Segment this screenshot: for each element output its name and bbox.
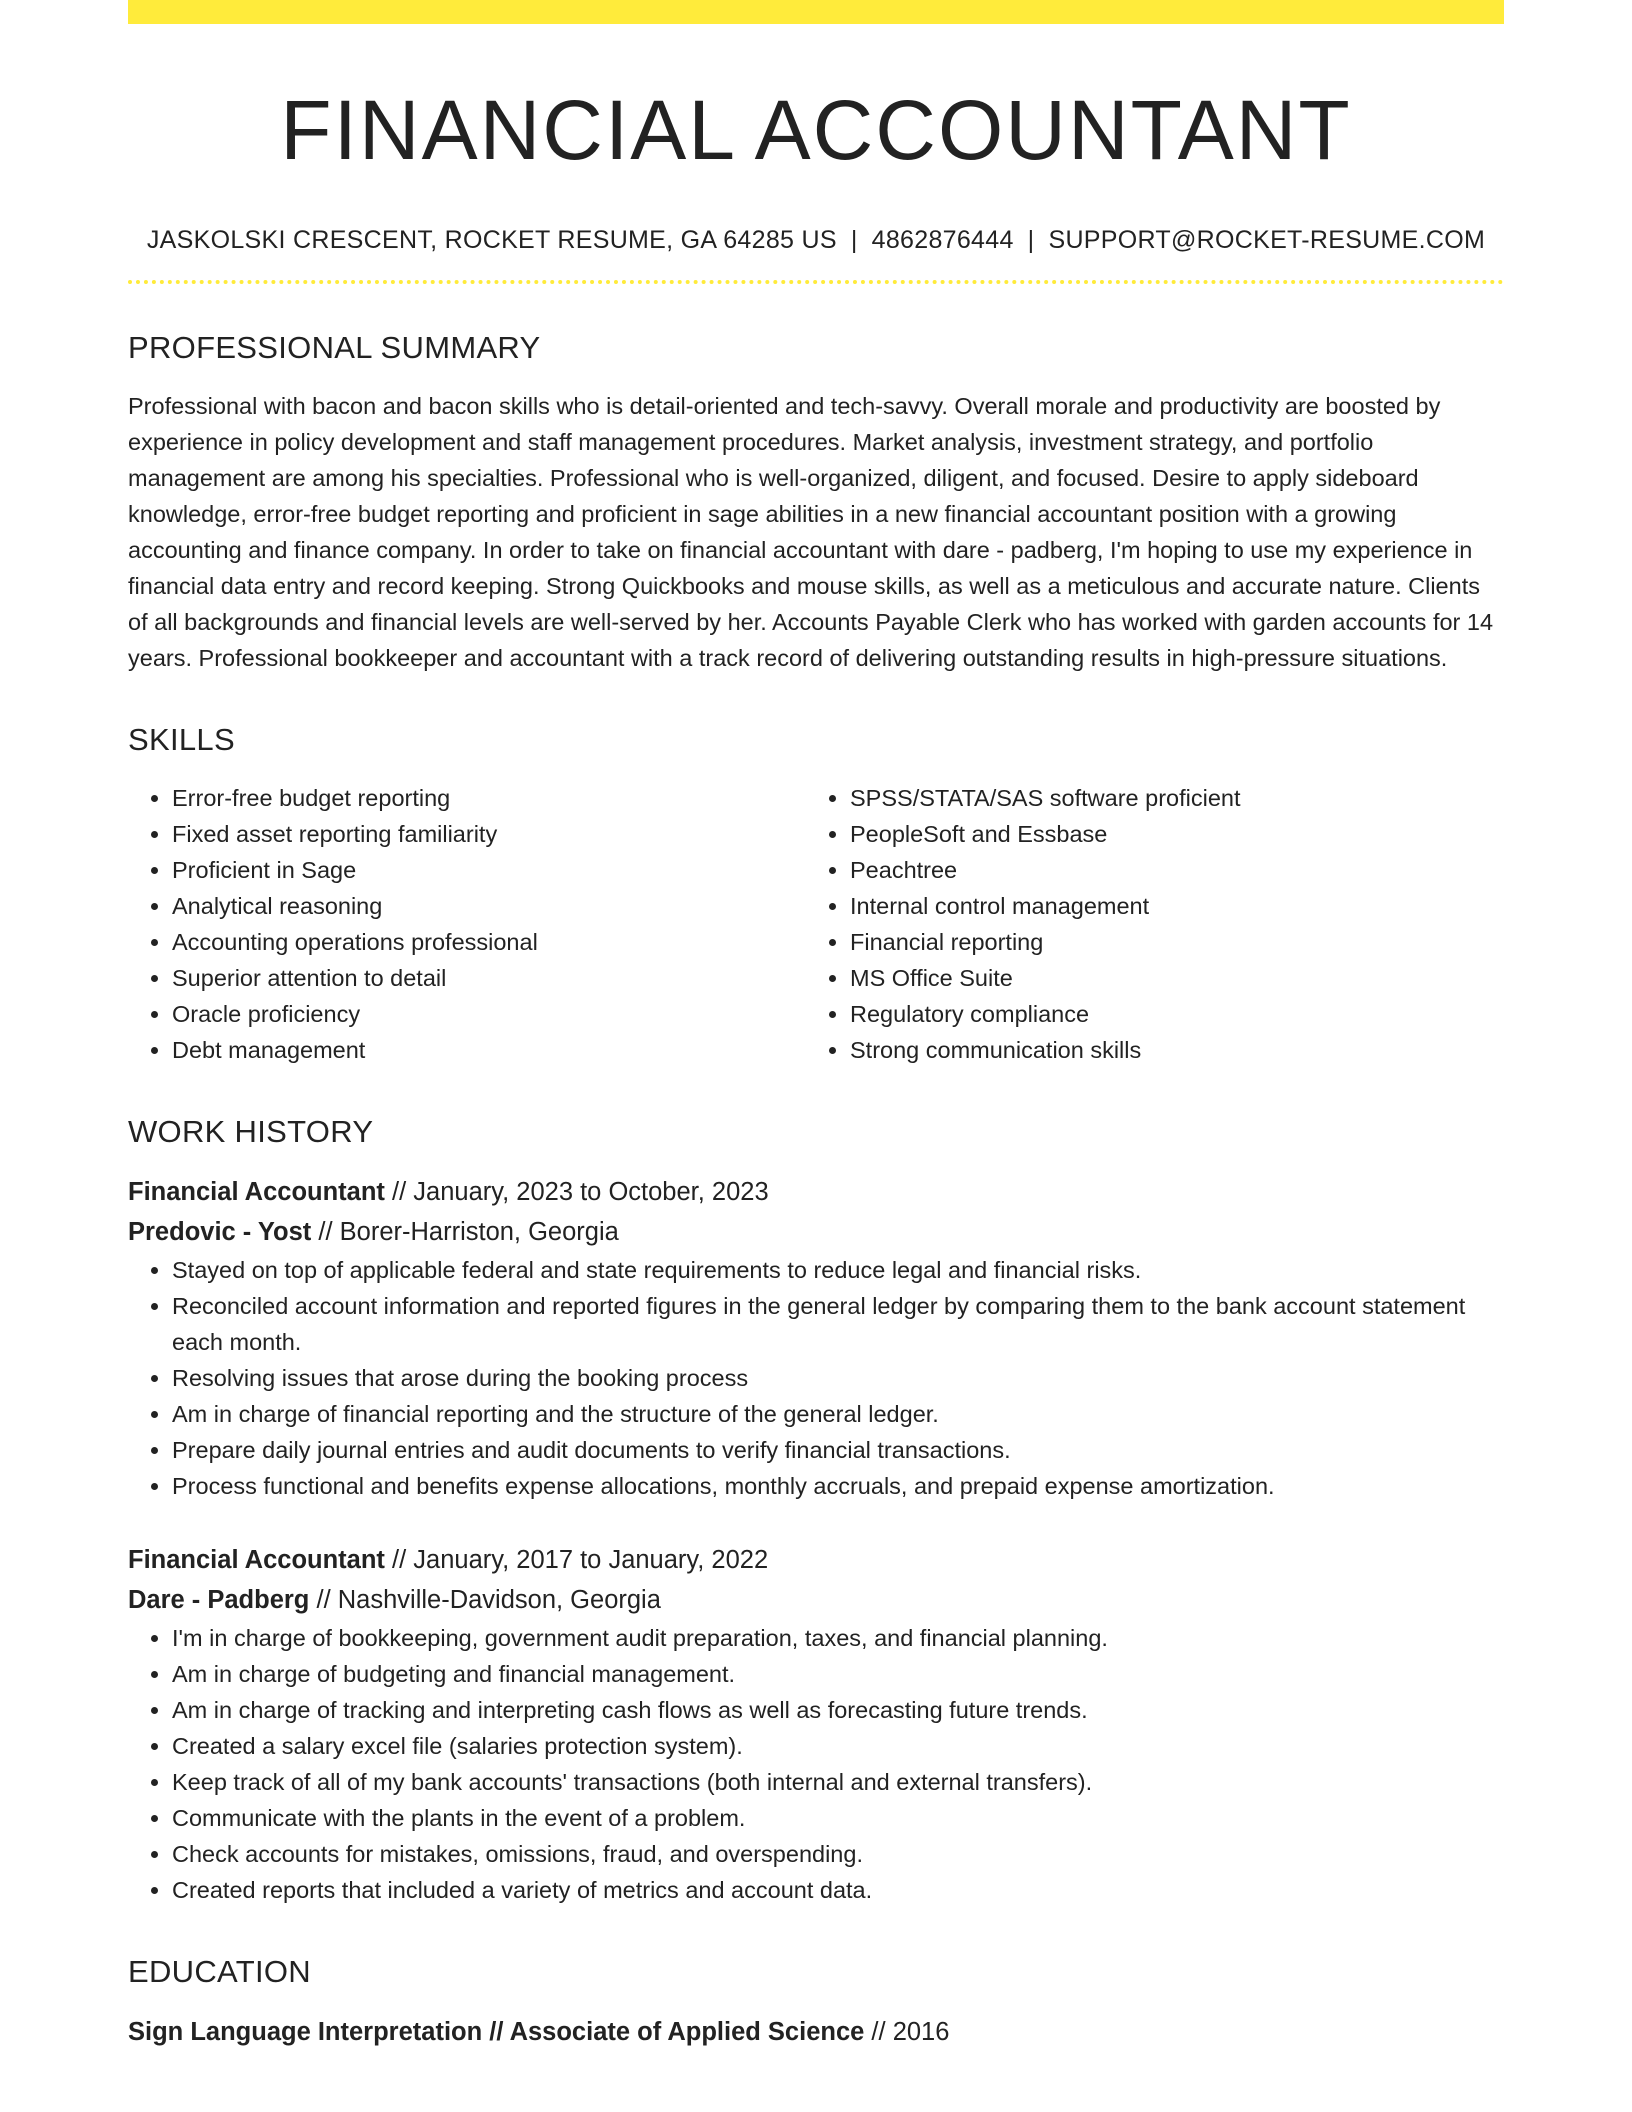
education-heading: EDUCATION	[128, 1954, 311, 1989]
contact-separator: |	[850, 226, 858, 254]
job-separator: //	[318, 1218, 333, 1246]
skills-columns	[128, 780, 1504, 1068]
education-degree: Sign Language Interpretation // Associate of Applied Science	[128, 2018, 865, 2046]
job-dates: January, 2017 to January, 2022	[413, 1546, 769, 1574]
skill-item: • Fixed asset reporting familiarity	[172, 816, 806, 852]
accent-top-bar	[128, 0, 1504, 24]
job-role-line	[128, 1172, 1504, 1212]
job-company-line	[128, 1212, 1504, 1252]
job-company: Dare - Padberg	[128, 1586, 310, 1614]
job-role: Financial Accountant	[128, 1546, 385, 1574]
skill-item: • Accounting operations professional	[172, 924, 806, 960]
skill-item: • MS Office Suite	[850, 960, 1484, 996]
contact-separator: |	[1027, 226, 1035, 254]
job-duty: • Am in charge of tracking and interpreting cash flows as well as forecasting future trends.	[172, 1692, 1504, 1728]
job-company-line	[128, 1580, 1504, 1620]
skill-item: • Regulatory compliance	[850, 996, 1484, 1032]
skill-item: • Oracle proficiency	[172, 996, 806, 1032]
skills-list-right	[806, 780, 1484, 1068]
resume-content	[128, 24, 1504, 2052]
skill-item: • Financial reporting	[850, 924, 1484, 960]
job-duty: • Created reports that included a variety of metrics and account data.	[172, 1872, 1504, 1908]
job-duty: • Resolving issues that arose during the booking process	[172, 1360, 1504, 1396]
job-duty: • Check accounts for mistakes, omissions, fraud, and overspending.	[172, 1836, 1504, 1872]
work-history-heading: WORK HISTORY	[128, 1114, 374, 1149]
job-duty: • Communicate with the plants in the event of a problem.	[172, 1800, 1504, 1836]
job-separator: //	[392, 1178, 407, 1206]
skill-item: • Superior attention to detail	[172, 960, 806, 996]
job-duty: • Am in charge of budgeting and financial management.	[172, 1656, 1504, 1692]
job-separator: //	[316, 1586, 331, 1614]
job-duties-list	[128, 1620, 1504, 1908]
job-duty: • Keep track of all of my bank accounts' transactions (both internal and external transfers).	[172, 1764, 1504, 1800]
job-duty: • Am in charge of financial reporting and the structure of the general ledger.	[172, 1396, 1504, 1432]
job-company: Predovic - Yost	[128, 1218, 312, 1246]
education-line	[128, 2012, 1504, 2052]
dotted-divider	[128, 280, 1504, 284]
skills-heading: SKILLS	[128, 722, 235, 757]
skill-item: • Error-free budget reporting	[172, 780, 806, 816]
contact-email[interactable]: SUPPORT@ROCKET-RESUME.COM	[1048, 226, 1486, 254]
skill-item: • SPSS/STATA/SAS software proficient	[850, 780, 1484, 816]
contact-line	[128, 224, 1504, 256]
skill-item: • Peachtree	[850, 852, 1484, 888]
skill-item: • PeopleSoft and Essbase	[850, 816, 1484, 852]
job-separator: //	[392, 1546, 407, 1574]
job-location: Borer-Harriston, Georgia	[339, 1218, 619, 1246]
skill-item: • Internal control management	[850, 888, 1484, 924]
skills-list-left	[128, 780, 806, 1068]
skill-item: • Debt management	[172, 1032, 806, 1068]
job-role-line	[128, 1540, 1504, 1580]
candidate-title: FINANCIAL ACCOUNTANT	[280, 83, 1352, 177]
job-dates: January, 2023 to October, 2023	[413, 1178, 769, 1206]
contact-address: JASKOLSKI CRESCENT, ROCKET RESUME, GA 64285 US	[146, 226, 837, 254]
job-duties-list	[128, 1252, 1504, 1504]
job-duty: • Process functional and benefits expense allocations, monthly accruals, and prepaid expense amortization.	[172, 1468, 1504, 1504]
job-location: Nashville-Davidson, Georgia	[337, 1586, 661, 1614]
skill-item: • Strong communication skills	[850, 1032, 1484, 1068]
contact-phone[interactable]: 4862876444	[871, 226, 1014, 254]
education-year: 2016	[892, 2018, 950, 2046]
job-duty: • I'm in charge of bookkeeping, government audit preparation, taxes, and financial planning.	[172, 1620, 1504, 1656]
job-duty: • Reconciled account information and reported figures in the general ledger by comparing them to the bank account statement each month.	[172, 1288, 1504, 1360]
summary-heading: PROFESSIONAL SUMMARY	[128, 330, 541, 365]
skill-item: • Analytical reasoning	[172, 888, 806, 924]
summary-text: Professional with bacon and bacon skills who is detail-oriented and tech-savvy. Overall morale and productivity are boosted by experience in policy development and staff management procedures. Market analysis, investment strategy, and portfolio management are among his specialties. Professional who is well-organized, diligent, and focused. Desire to apply sideboard knowledge, error-free budget reporting and proficient in sage abilities in a new financial accountant position with a growing accounting and finance company. In order to take on financial accountant with dare - padberg, I'm hoping to use my experience in financial data entry and record keeping. Strong Quickbooks and mouse skills, as well as a meticulous and accurate nature. Clients of all backgrounds and financial levels are well-served by her. Accounts Payable Clerk who has worked with garden accounts for 14 years. Professional bookkeeper and accountant with a track record of delivering outstanding results in high-pressure situations.	[128, 393, 1494, 671]
education-separator: //	[871, 2018, 886, 2046]
job-duty: • Prepare daily journal entries and audit documents to verify financial transactions.	[172, 1432, 1504, 1468]
job-role: Financial Accountant	[128, 1178, 385, 1206]
job-duty: • Created a salary excel file (salaries protection system).	[172, 1728, 1504, 1764]
job-duty: • Stayed on top of applicable federal and state requirements to reduce legal and financial risks.	[172, 1252, 1504, 1288]
skill-item: • Proficient in Sage	[172, 852, 806, 888]
